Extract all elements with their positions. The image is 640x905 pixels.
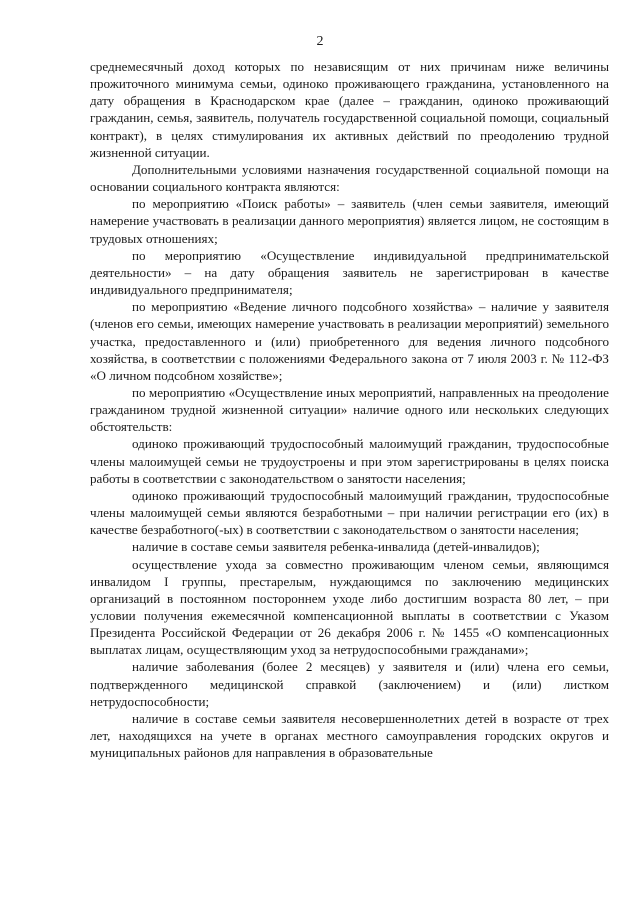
paragraph: среднемесячный доход которых по независящим от них причинам ниже величины прожиточного минимума семьи, одиноко проживающего гражданина, установленного на дату обращения в Краснодарском крае (далее – гражданин, одиноко проживающий гражданин, семья, заявитель, получатель государственной социальной помощи, социальный контракт), в целях стимулирования их активных действий по преодолению трудной жизненной ситуации. [90,59,609,160]
paragraph: по мероприятию «Осуществление иных мероприятий, направленных на преодоление гражданином трудной жизненной ситуации» наличие одного или нескольких следующих обстоятельств: [90,384,609,435]
paragraph: наличие в составе семьи заявителя несовершеннолетних детей в возрасте от трех лет, находящихся на учете в органах местного самоуправления городских округов и муниципальных районов для направления в образовательные [90,710,609,761]
paragraph: по мероприятию «Осуществление индивидуальной предпринимательской деятельности» – на дату обращения заявитель не зарегистрирован в качестве индивидуального предпринимателя; [90,247,609,298]
paragraph: одиноко проживающий трудоспособный малоимущий гражданин, трудоспособные члены малоимущей семьи являются безработными – при наличии регистрации его (их) в качестве безработного(-ых) в соответствии с законодательством о занятости населения; [90,487,609,538]
paragraph: одиноко проживающий трудоспособный малоимущий гражданин, трудоспособные члены малоимущей семьи не трудоустроены и при этом зарегистрированы в целях поиска работы в соответствии с законодательством о занятости населения; [90,436,609,486]
page-number: 2 [316,34,324,49]
paragraph: по мероприятию «Поиск работы» – заявитель (член семьи заявителя, имеющий намерение участвовать в реализации данного мероприятия) является лицом, не состоящим в трудовых отношениях; [90,196,609,246]
paragraph: осуществление ухода за совместно проживающим членом семьи, являющимся инвалидом I группы, престарелым, нуждающимся по заключению медицинских организаций в постоянном постороннем уходе либо достигшим возраста 80 лет, – при условии получения ежемесячной компенсационной выплаты в соответствии с Указом Президента Российской Федерации от 26 декабря 2006 г. № 1455 «О компенсационных выплатах лицам, осуществляющим уход за нетрудоспособными гражданами»; [90,556,609,658]
paragraph: Дополнительными условиями назначения государственной социальной помощи на основании социального контракта являются: [90,161,609,195]
document-body [90,58,609,761]
paragraph: наличие в составе семьи заявителя ребенка-инвалида (детей-инвалидов); [132,539,540,555]
paragraph: по мероприятию «Ведение личного подсобного хозяйства» – наличие у заявителя (членов его семьи, имеющих намерение участвовать в реализации мероприятий) земельного участка, предоставленного и (или) приобретенного для ведения личного подсобного хозяйства, в соответствии с положениями Федерального закона от 7 июля 2003 г. № 112-ФЗ «О личном подсобном хозяйстве»; [90,299,609,383]
paragraph: наличие заболевания (более 2 месяцев) у заявителя и (или) члена его семьи, подтвержденного медицинской справкой (заключением) и (или) листком нетрудоспособности; [90,659,609,709]
